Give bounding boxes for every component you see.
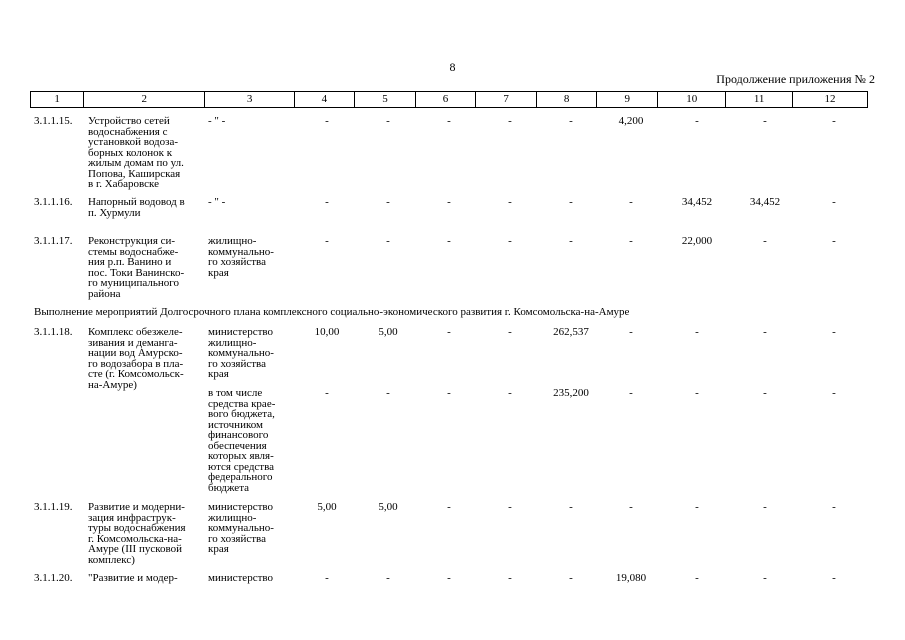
row-responsible: - " - xyxy=(208,115,226,127)
row-value: - xyxy=(569,196,573,208)
row-value: - xyxy=(447,196,451,208)
row-value: 34,452 xyxy=(681,196,713,208)
row-name: Комплекс обезжеле- зивания и деманга- нации вод Амурско- го водозабора в пла- сте (г. Комсомольск- на-Амуре) xyxy=(88,326,184,391)
row-value: - xyxy=(695,572,699,584)
row-value: - xyxy=(386,387,390,399)
row-value: 10,00 xyxy=(314,326,340,338)
header-cell: 6 xyxy=(415,92,475,107)
row-name: "Развитие и модер- xyxy=(88,572,178,584)
row-value: - xyxy=(508,501,512,513)
row-value: 262,537 xyxy=(553,326,589,338)
header-cell: 12 xyxy=(792,92,867,107)
row-name: Развитие и модерни- зация инфраструк- туры водоснабжения г. Комсомольска-на- Амуре (III пусковой комплекс) xyxy=(88,501,186,566)
row-value: - xyxy=(508,387,512,399)
row-value: - xyxy=(508,196,512,208)
row-value: - xyxy=(763,387,767,399)
header-cell: 5 xyxy=(354,92,415,107)
row-value: - xyxy=(695,387,699,399)
header-cell: 4 xyxy=(294,92,354,107)
row-value: - xyxy=(447,115,451,127)
row-value: - xyxy=(508,115,512,127)
row-value: - xyxy=(763,326,767,338)
header-cell: 10 xyxy=(657,92,725,107)
header-cell: 7 xyxy=(475,92,536,107)
header-cell: 11 xyxy=(725,92,792,107)
row-number: 3.1.1.17. xyxy=(34,235,73,247)
row-value: - xyxy=(508,326,512,338)
row-value: - xyxy=(447,501,451,513)
row-responsible: министерство жилищно- коммунально- го хозяйства края xyxy=(208,501,274,555)
row-value: - xyxy=(325,115,329,127)
row-name: Реконструкция си- стемы водоснабже- ния р.п. Ванино и пос. Токи Ванинско- го муниципального района xyxy=(88,235,185,300)
row-value: - xyxy=(508,572,512,584)
page-number: 8 xyxy=(449,60,456,74)
row-value: - xyxy=(763,501,767,513)
row-value: - xyxy=(763,115,767,127)
row-value: - xyxy=(325,572,329,584)
row-value: - xyxy=(447,572,451,584)
row-value: - xyxy=(832,235,836,247)
header-cell: 9 xyxy=(596,92,657,107)
row-value: - xyxy=(629,196,633,208)
row-value: - xyxy=(325,196,329,208)
row-value: - xyxy=(695,326,699,338)
header-cell: 2 xyxy=(83,92,204,107)
row-value: 5,00 xyxy=(378,501,398,513)
row-value: 5,00 xyxy=(317,501,337,513)
row-value: - xyxy=(386,115,390,127)
row-value: - xyxy=(569,235,573,247)
row-name: Напорный водовод в п. Хурмули xyxy=(88,196,185,219)
row-value: - xyxy=(386,196,390,208)
row-value: - xyxy=(695,501,699,513)
row-value: 22,000 xyxy=(681,235,713,247)
row-number: 3.1.1.19. xyxy=(34,501,73,513)
row-value: - xyxy=(832,196,836,208)
row-number: 3.1.1.20. xyxy=(34,572,73,584)
row-value: - xyxy=(763,572,767,584)
row-value: - xyxy=(569,115,573,127)
table-header xyxy=(30,91,868,108)
header-cell: 1 xyxy=(54,93,60,105)
row-value: 235,200 xyxy=(553,387,589,399)
row-value: 5,00 xyxy=(378,326,398,338)
row-responsible: министерство xyxy=(208,572,274,584)
row-value: - xyxy=(763,235,767,247)
row-value: - xyxy=(629,235,633,247)
row-responsible: министерство жилищно- коммунально- го хозяйства края xyxy=(208,326,274,380)
row-value: - xyxy=(629,326,633,338)
row-value: - xyxy=(832,115,836,127)
row-value: - xyxy=(325,235,329,247)
row-value: - xyxy=(629,501,633,513)
row-value: - xyxy=(447,235,451,247)
row-number: 3.1.1.16. xyxy=(34,196,73,208)
row-number: 3.1.1.18. xyxy=(34,326,73,338)
row-value: - xyxy=(832,387,836,399)
row-value: - xyxy=(832,326,836,338)
row-responsible: - " - xyxy=(208,196,226,208)
row-value: - xyxy=(386,572,390,584)
row-responsible: жилищно- коммунально- го хозяйства края xyxy=(208,235,274,279)
row-value: - xyxy=(832,501,836,513)
continuation-note: Продолжение приложения № 2 xyxy=(716,72,875,86)
header-cell: 3 xyxy=(204,92,294,107)
row-value: 34,452 xyxy=(749,196,781,208)
row-value: 19,080 xyxy=(615,572,647,584)
section-heading: Выполнение мероприятий Долгосрочного плана комплексного социально-экономического развития г. Комсомольска-на-Амуре xyxy=(34,306,630,318)
row-value: - xyxy=(569,501,573,513)
row-value: - xyxy=(447,326,451,338)
row-value: 4,200 xyxy=(618,115,644,127)
row-value: - xyxy=(695,115,699,127)
row-value: - xyxy=(386,235,390,247)
row-name: Устройство сетей водоснабжения с установкой водоза- борных колонок к жилым домам по ул. Попова, Каширская в г. Хабаровске xyxy=(88,115,184,190)
row-responsible: в том числе средства крае- вого бюджета, источником финансового обеспечения которых явля- ются средства федерального бюджета xyxy=(208,387,276,494)
row-number: 3.1.1.15. xyxy=(34,115,73,127)
row-value: - xyxy=(447,387,451,399)
row-value: - xyxy=(629,387,633,399)
header-cell: 8 xyxy=(536,92,596,107)
row-value: - xyxy=(325,387,329,399)
row-value: - xyxy=(832,572,836,584)
row-value: - xyxy=(569,572,573,584)
row-value: - xyxy=(508,235,512,247)
